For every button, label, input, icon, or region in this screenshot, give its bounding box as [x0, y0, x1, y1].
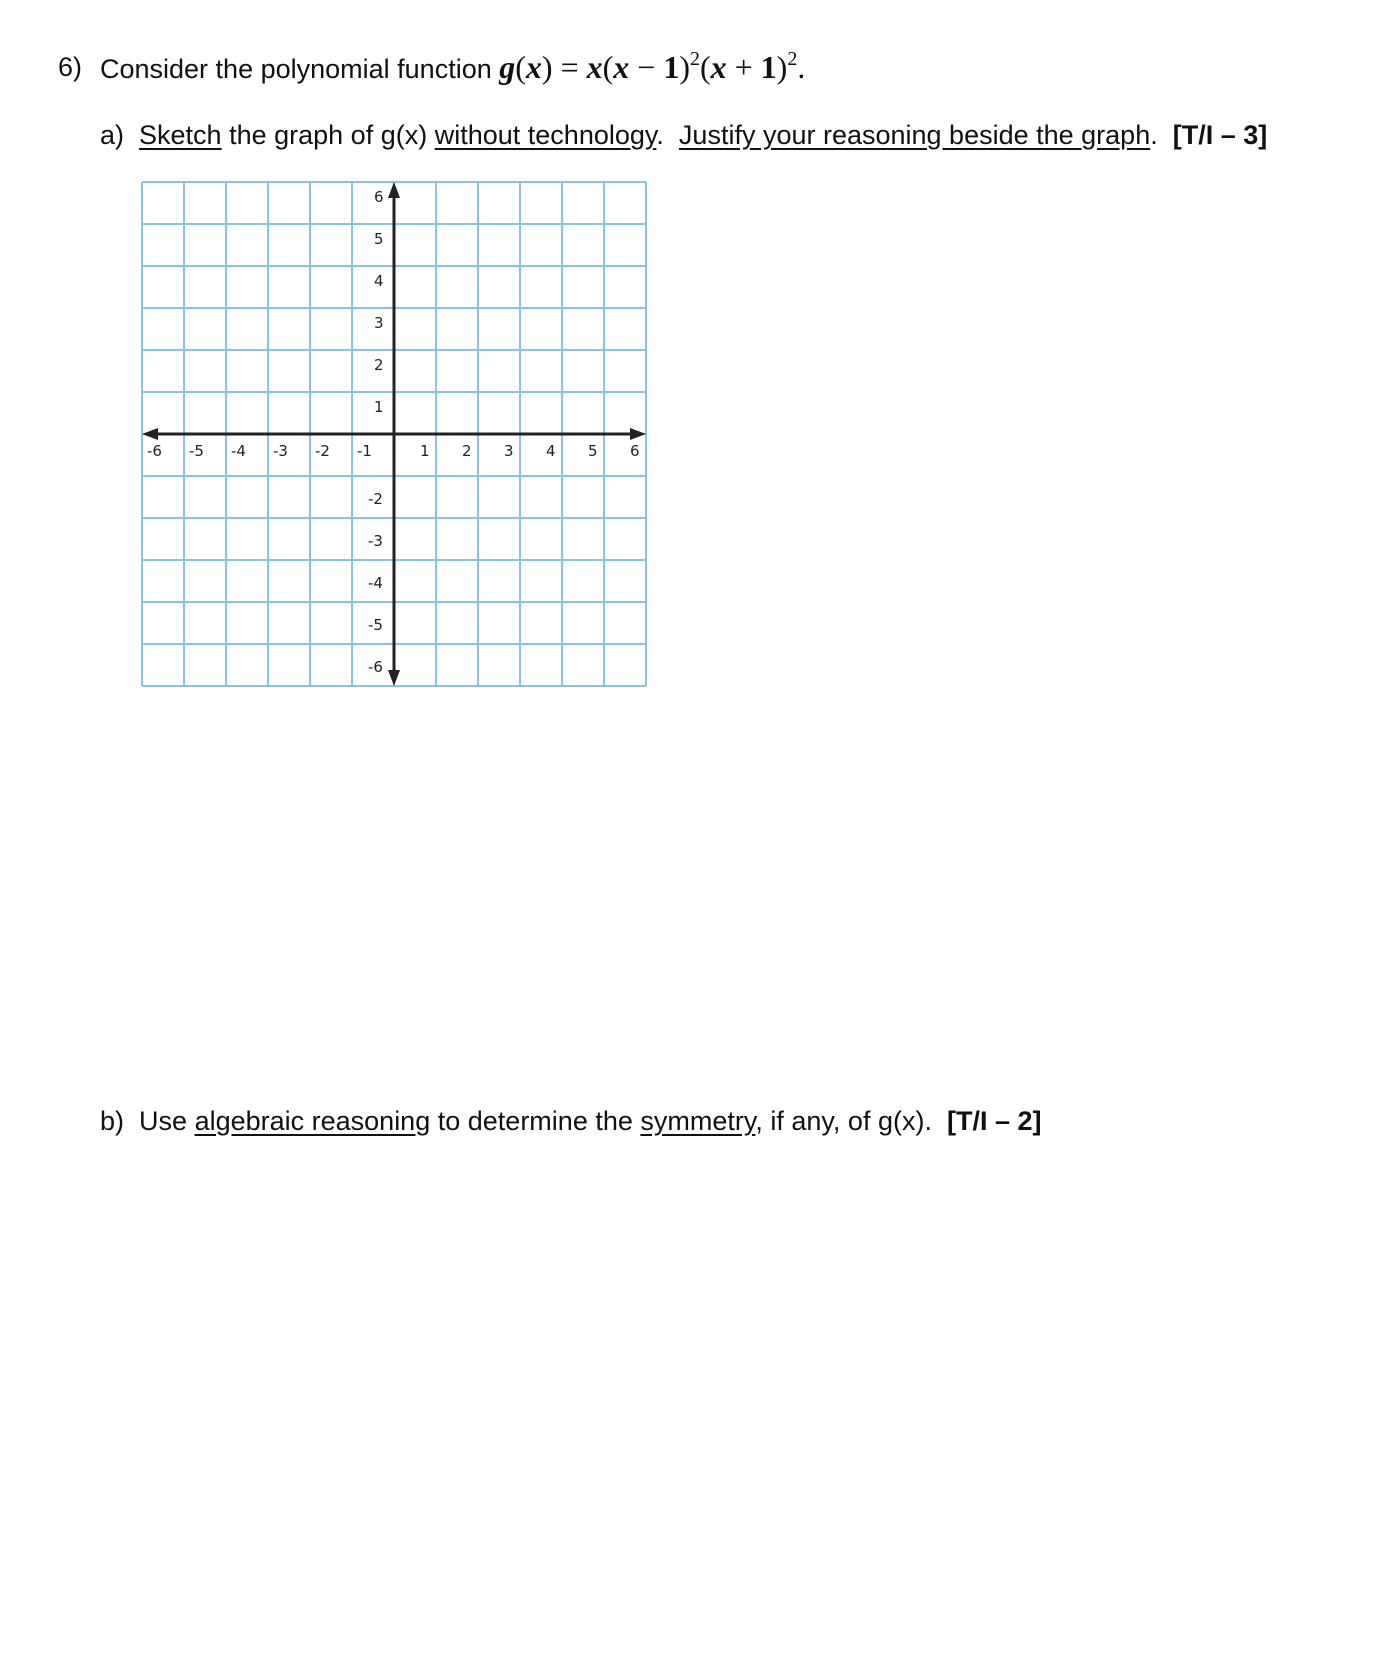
y-tick-label: -2 — [368, 490, 383, 508]
x-tick-label: 5 — [588, 442, 598, 460]
keyword-sketch: Sketch — [139, 120, 222, 150]
y-tick-label: 4 — [374, 272, 384, 290]
y-tick-label: 6 — [374, 188, 384, 206]
part-a-marks: [T/I – 3] — [1172, 120, 1268, 150]
x-axis-arrow-right — [630, 428, 646, 440]
y-tick-label: 3 — [374, 314, 384, 332]
keyword-algebraic-reasoning: algebraic reasoning — [194, 1106, 431, 1136]
grid-svg[interactable] — [140, 180, 700, 740]
part-b-instruction — [100, 1104, 1041, 1138]
question-number: 6) — [58, 52, 83, 82]
y-tick-label: 5 — [374, 230, 384, 248]
question-intro: Consider the polynomial function — [100, 54, 492, 84]
axes — [142, 182, 646, 686]
x-tick-label: 2 — [462, 442, 472, 460]
x-tick-label: -2 — [315, 442, 330, 460]
x-tick-label: -4 — [231, 442, 246, 460]
part-b-text-1: to determine the — [437, 1106, 633, 1136]
coordinate-grid[interactable] — [140, 180, 700, 740]
part-a-instruction — [100, 118, 1267, 152]
part-b-label: b) — [100, 1106, 125, 1136]
y-tick-label: -6 — [368, 658, 383, 676]
y-tick-label: 1 — [374, 398, 384, 416]
x-tick-label: -1 — [357, 442, 372, 460]
keyword-justify: Justify your reasoning beside the graph — [678, 120, 1151, 150]
y-tick-label: -4 — [368, 574, 383, 592]
y-tick-label: -5 — [368, 616, 383, 634]
x-tick-label: 3 — [504, 442, 514, 460]
y-tick-label: -3 — [368, 532, 383, 550]
part-a-label: a) — [100, 120, 125, 150]
y-axis-arrow-down — [388, 670, 400, 686]
y-tick-label: 2 — [374, 356, 384, 374]
x-tick-label: -3 — [273, 442, 288, 460]
x-tick-label: 4 — [546, 442, 556, 460]
x-axis-arrow-left — [142, 428, 158, 440]
part-b-marks: [T/I – 2] — [946, 1106, 1042, 1136]
part-a-period-2: . — [1150, 120, 1158, 150]
y-axis-arrow-up — [388, 182, 400, 198]
x-tick-label: -5 — [189, 442, 204, 460]
x-tick-label: 1 — [420, 442, 430, 460]
function-formula: $g(x) = x(x - 1)^2(x + 1)^2$. — [499, 48, 806, 85]
part-a-text-1: the graph of g(x) — [229, 120, 428, 150]
x-tick-label: -6 — [147, 442, 162, 460]
keyword-symmetry: symmetry — [640, 1106, 756, 1136]
part-b-text-0: Use — [139, 1106, 188, 1136]
part-a-period-1: . — [656, 120, 664, 150]
keyword-without-technology: without technology — [434, 120, 657, 150]
part-b-text-2: , if any, of g(x). — [755, 1106, 932, 1136]
x-tick-label: 6 — [630, 442, 640, 460]
